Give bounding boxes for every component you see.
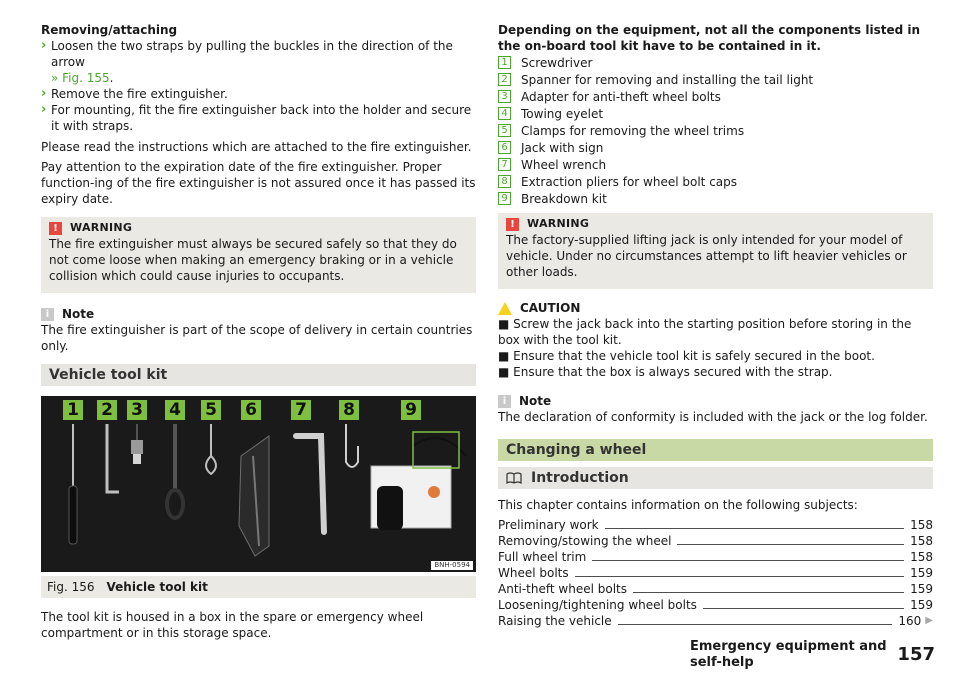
toc-row[interactable]: Removing/stowing the wheel 158	[498, 534, 933, 548]
list-item: 3 Adapter for anti-theft wheel bolts	[498, 88, 933, 105]
changing-wheel-bar	[498, 439, 933, 461]
warning-title: WARNING	[70, 221, 133, 234]
fig-label-3: 3	[127, 400, 147, 420]
removing-heading: Removing/attaching	[41, 23, 178, 37]
caution-item: ■ Ensure that the vehicle tool kit is safely secured in the boot.	[498, 349, 875, 363]
step-2: › Remove the fire extinguisher.	[41, 86, 228, 101]
warning-box	[498, 213, 933, 289]
list-item: 8 Extraction pliers for wheel bolt caps	[498, 173, 933, 190]
para-instructions: Please read the instructions which are attached to the fire extinguisher.	[41, 140, 472, 154]
fig-label-4: 4	[165, 400, 185, 420]
warning-text: The fire extinguisher must always be secured safely so that they do not come loose when making an emergency braking or in a vehicle collision which could cause injuries to occupants.	[49, 237, 457, 283]
caution-item: ■ Ensure that the box is always secured with the strap.	[498, 365, 833, 379]
list-item: 7 Wheel wrench	[498, 156, 933, 173]
warning-text: The factory-supplied lifting jack is only intended for your model of vehicle. Under no circumstances attempt to lift heavier vehicles or other loads.	[506, 233, 907, 279]
toc-row[interactable]: Anti-theft wheel bolts 159	[498, 582, 933, 596]
toc-row[interactable]: Loosening/tightening wheel bolts 159	[498, 598, 933, 612]
tool-kit-figure	[41, 396, 476, 572]
para-expiration: Pay attention to the expiration date of the fire extinguisher. Proper function-ing of the fire extinguisher is not assured once it has passed its expiry date.	[41, 160, 476, 206]
caution-title: CAUTION	[520, 301, 581, 315]
equipment-intro: Depending on the equipment, not all the components listed in the on-board tool kit have to be contained in it.	[498, 23, 921, 53]
figure-caption	[41, 576, 476, 598]
warning-title: WARNING	[527, 217, 590, 230]
info-icon: i	[41, 308, 54, 321]
figure-number: Fig. 156	[47, 580, 95, 594]
step-3: › For mounting, fit the fire extinguisher back into the holder and secure it with straps.	[41, 102, 472, 133]
toc-row[interactable]: Preliminary work 158	[498, 518, 933, 532]
note-title: Note	[62, 307, 95, 321]
figure-title: Vehicle tool kit	[106, 580, 208, 594]
fig-label-8: 8	[339, 400, 359, 420]
caution-header	[498, 300, 933, 316]
step-1: › Loosen the two straps by pulling the buckles in the direction of the arrow » Fig. 155.	[41, 38, 453, 85]
warning-icon: !	[49, 222, 62, 235]
fig-label-7: 7	[291, 400, 311, 420]
section-title: Vehicle tool kit	[49, 367, 168, 383]
page-footer	[690, 639, 935, 670]
section-title-bar	[41, 364, 476, 386]
toc-list	[498, 517, 933, 629]
fig-label-2: 2	[97, 400, 117, 420]
page-number: 157	[897, 644, 935, 665]
list-item: 5 Clamps for removing the wheel trims	[498, 122, 933, 139]
note-text: The fire extinguisher is part of the scope of delivery in certain countries only.	[41, 323, 473, 353]
list-item: 9 Breakdown kit	[498, 190, 933, 207]
toc-row[interactable]: Raising the vehicle 160 ▶	[498, 614, 933, 628]
list-item: 4 Towing eyelet	[498, 105, 933, 122]
introduction-bar	[498, 467, 933, 489]
note-header	[498, 393, 933, 409]
chevron-icon: ›	[41, 86, 47, 101]
book-icon	[506, 472, 522, 484]
para-housed: The tool kit is housed in a box in the spare or emergency wheel compartment or in this storage space.	[41, 610, 424, 640]
continue-arrow-icon: ▶	[925, 615, 933, 626]
chevron-icon: ›	[41, 102, 47, 117]
list-item: 6 Jack with sign	[498, 139, 933, 156]
changing-wheel-title: Changing a wheel	[506, 442, 647, 458]
note-text: The declaration of conformity is included with the jack or the log folder.	[498, 410, 928, 424]
footer-section: Emergency equipment and self-help	[690, 639, 887, 670]
fig-155-link[interactable]: » Fig. 155	[51, 71, 110, 85]
note-header	[41, 306, 476, 322]
caution-icon	[498, 302, 512, 315]
fig-label-5: 5	[201, 400, 221, 420]
toc-row[interactable]: Wheel bolts 159	[498, 566, 933, 580]
tool-kit-illustration	[41, 396, 476, 572]
info-icon: i	[498, 395, 511, 408]
fig-label-6: 6	[241, 400, 261, 420]
list-item: 1 Screwdriver	[498, 54, 933, 71]
warning-icon: !	[506, 218, 519, 231]
chapter-text: This chapter contains information on the following subjects:	[498, 498, 858, 512]
tool-list	[498, 54, 933, 207]
fig-label-1: 1	[63, 400, 83, 420]
list-item: 2 Spanner for removing and installing the tail light	[498, 71, 933, 88]
image-code: BNH-0594	[431, 561, 473, 570]
warning-box	[41, 217, 476, 293]
introduction-title: Introduction	[531, 470, 629, 486]
fig-label-9: 9	[401, 400, 421, 420]
left-column	[41, 22, 476, 641]
note-title: Note	[519, 394, 552, 408]
caution-item: ■ Screw the jack back into the starting position before storing in the box with the tool kit.	[498, 317, 912, 347]
chevron-icon: ›	[41, 38, 47, 53]
right-column	[498, 22, 933, 629]
toc-row[interactable]: Full wheel trim 158	[498, 550, 933, 564]
